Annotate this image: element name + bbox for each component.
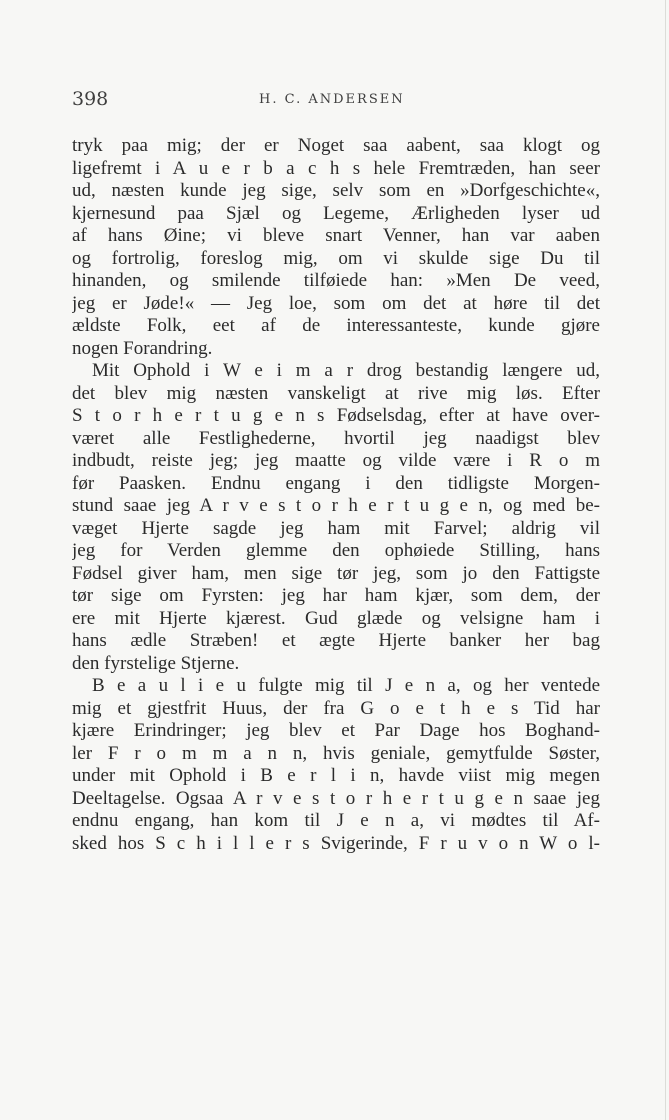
text-line: hinanden, og smilende tilføiede han: »Men De veed,: [72, 270, 600, 291]
text-line: ligefremt i A u e r b a c h s hele Fremtræden, han seer: [72, 157, 600, 179]
body-text: [72, 135, 600, 855]
text-line: kjernesund paa Sjæl og Legeme, Ærligheden lyser ud: [72, 202, 600, 224]
text-line: S t o r h e r t u g e n s Fødselsdag, efter at have over-: [72, 405, 600, 426]
text-line: ere mit Hjerte kjærest. Gud glæde og velsigne ham i: [72, 607, 600, 629]
text-line: jeg er Jøde!« — Jeg loe, som om det at høre til det: [72, 292, 600, 314]
text-line: væget Hjerte sagde jeg ham mit Farvel; aldrig vil: [72, 517, 600, 539]
text-line: ud, næsten kunde jeg sige, selv som en »Dorfgeschichte«,: [72, 180, 600, 201]
text-line: det blev mig næsten vanskeligt at rive mig løs. Efter: [72, 382, 600, 404]
text-line: kjære Erindringer; jeg blev et Par Dage hos Boghand-: [72, 720, 600, 741]
text-line: indbudt, reiste jeg; jeg maatte og vilde være i R o m: [72, 450, 600, 471]
text-line: mig et gjestfrit Huus, der fra G o e t h e s Tid har: [72, 697, 600, 719]
text-line: nogen Forandring.: [72, 337, 213, 359]
text-line: Deeltagelse. Ogsaa A r v e s t o r h e r t u g e n saae jeg: [72, 787, 600, 809]
text-line: B e a u l i e u fulgte mig til J e n a, og her ventede: [92, 675, 600, 696]
text-line: tør sige om Fyrsten: jeg har ham kjær, som dem, der: [72, 585, 600, 606]
text-line: ler F r o m m a n n, hvis geniale, gemytfulde Søster,: [72, 742, 600, 764]
text-line: ældste Folk, eet af de interessanteste, kunde gjøre: [72, 315, 600, 336]
text-line: under mit Ophold i B e r l i n, havde viist mig megen: [72, 765, 600, 786]
text-line: og fortrolig, foreslog mig, om vi skulde sige Du til: [72, 247, 600, 269]
text-line: været alle Festlighederne, hvortil jeg naadigst blev: [72, 427, 600, 449]
page-header: [72, 88, 602, 112]
page-edge: [665, 0, 666, 1120]
text-line: endnu engang, han kom til J e n a, vi mødtes til Af-: [72, 810, 600, 831]
text-line: stund saae jeg A r v e s t o r h e r t u g e n, og med be-: [72, 495, 600, 516]
running-head: H. C. ANDERSEN: [259, 92, 405, 107]
text-line: af hans Øine; vi bleve snart Venner, han var aaben: [72, 225, 600, 246]
text-line: jeg for Verden glemme den ophøiede Stilling, hans: [72, 540, 600, 561]
text-line: sked hos S c h i l l e r s Svigerinde, F r u v o n W o l-: [72, 832, 600, 854]
text-line: Mit Ophold i W e i m a r drog bestandig længere ud,: [92, 360, 600, 381]
text-line: hans ædle Stræben! et ægte Hjerte banker her bag: [72, 630, 600, 651]
page-number: 398: [72, 88, 109, 110]
text-line: den fyrstelige Stjerne.: [72, 652, 240, 674]
text-line: Fødsel giver ham, men sige tør jeg, som jo den Fattigste: [72, 562, 600, 584]
text-line: før Paasken. Endnu engang i den tidligste Morgen-: [72, 472, 600, 494]
text-line: tryk paa mig; der er Noget saa aabent, saa klogt og: [72, 135, 600, 156]
